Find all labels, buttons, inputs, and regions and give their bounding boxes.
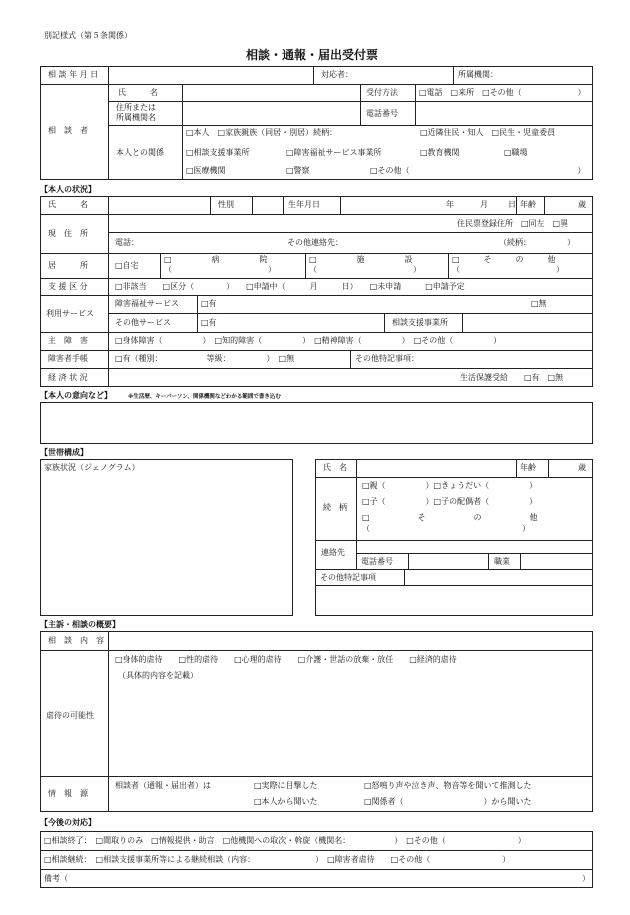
facility-paren: （ ） — [309, 265, 421, 274]
intent-section-title: 【本人の意向など】 — [40, 391, 112, 400]
member-relation-label: 続 柄 — [323, 503, 347, 512]
member-relation-other-paren: （ ） — [362, 524, 530, 533]
consult-date-label: 相 談 年 月 日 — [48, 70, 99, 79]
genogram-box[interactable] — [40, 459, 293, 616]
complaint-section-title: 【主訴・相談の概要】 — [40, 620, 120, 629]
age-label: 年齢 — [520, 200, 536, 209]
info-source-intro: 相談者（通報・届出者）は — [115, 781, 211, 790]
intent-note: ※生活歴、キーパーソン、関係機関などわかる範囲で書き込む — [128, 394, 281, 400]
residence-hospital[interactable]: □ 病 院 — [164, 255, 268, 264]
relation-line1b[interactable]: □近隣住民・知人 □民生・児童委員 — [420, 128, 556, 137]
other-service-have[interactable]: □有 — [201, 318, 217, 327]
content-label: 相 談 内 容 — [48, 636, 104, 645]
disability-options[interactable]: □身体障害（ ） □知的障害（ ） □精神障害（ ） □その他（ ） — [115, 336, 502, 345]
member-relation-other[interactable]: □ そ の 他 — [362, 513, 538, 522]
info-from-person[interactable]: □本人から聞いた — [254, 797, 318, 806]
intent-box[interactable] — [40, 402, 593, 444]
info-heard-sounds[interactable]: □怒鳴り声や泣き声、物音等を聞いて推測した — [364, 781, 532, 790]
age-unit: 歳 — [578, 200, 586, 209]
member-job-label: 職業 — [494, 557, 510, 566]
member-contact-label: 連絡先 — [321, 548, 345, 557]
abuse-detail: （具体的内容を記載） — [118, 671, 198, 680]
registered-address[interactable]: 住民票登録住所 □同左 □異 — [457, 219, 569, 228]
relation-education[interactable]: □教育機関 — [420, 148, 460, 157]
disability-label: 主 障 害 — [48, 336, 88, 345]
genogram-label: 家族状況（ジェノグラム） — [44, 463, 140, 472]
method-options[interactable]: □電話 □来所 □その他（ ） — [419, 88, 586, 97]
person-name-label: 氏 名 — [48, 200, 88, 209]
address-label-2: 所属機関名 — [116, 113, 156, 122]
handbook-options[interactable]: □有（種別： 等級： ） □無 — [115, 354, 295, 363]
welfare-service-have[interactable]: □有 — [201, 299, 217, 308]
remarks-close: ） — [582, 874, 590, 883]
sex-label: 性別 — [218, 200, 234, 209]
consultant-name-label: 氏 名 — [118, 88, 158, 97]
residence-facility[interactable]: □ 施 設 — [309, 255, 413, 264]
economic-label: 経 済 状 況 — [48, 373, 88, 382]
welfare-service-none[interactable]: □無 — [531, 299, 547, 308]
relation-consult-office[interactable]: □相談支援事業所 — [186, 148, 250, 157]
agency-label: 所属機関： — [458, 70, 498, 79]
member-age-label: 年齢 — [520, 463, 536, 472]
remarks-label: 備考（ — [44, 874, 68, 883]
welfare-benefit[interactable]: 生活保護受給 □有 □無 — [460, 373, 564, 382]
other-res-paren: （ ） — [452, 265, 564, 274]
support-options[interactable]: □非該当 □区分（ ） □申請中（ 月 日） □未申請 □申請予定 — [115, 282, 465, 291]
welfare-service-label: 障害福祉サービス — [115, 299, 179, 308]
future-end-line[interactable]: □相談終了： □聞取りのみ □情報提供・助言 □他機関への取次・斡旋（機関名： ） □その他（ ） — [44, 836, 526, 845]
tel-label: 電話： — [115, 238, 139, 247]
member-name-label: 氏 名 — [323, 463, 347, 472]
future-section-title: 【今後の対応】 — [40, 818, 96, 827]
dob-month: 月 — [480, 200, 488, 209]
support-label: 支 援 区 分 — [48, 282, 88, 291]
special-notes-label: その他特記事項： — [355, 354, 419, 363]
support-office-label: 相談支援事業所 — [392, 318, 448, 327]
member-notes-label: その他特記事項 — [320, 573, 376, 582]
residence-label: 居 所 — [48, 261, 88, 270]
residence-home[interactable]: □自宅 — [115, 261, 139, 270]
member-relation-line1[interactable]: □親（ ）□きょうだい（ ） — [362, 481, 538, 490]
other-service-label: その他サービス — [115, 318, 171, 327]
address-label-1: 住所または — [116, 103, 156, 112]
person-section-title: 【本人の状況】 — [40, 185, 96, 194]
address-label: 現 住 所 — [48, 229, 88, 238]
relation-line1[interactable]: □本人 □家族親族（同居・別居）続柄： — [186, 128, 338, 137]
relation-medical[interactable]: □医療機関 — [186, 166, 226, 175]
consultant-phone-label: 電話番号 — [366, 109, 398, 118]
contact-relation: （続柄： ） — [499, 238, 575, 247]
abuse-label: 虐待の可能性 — [46, 711, 94, 720]
relation-workplace[interactable]: □職場 — [504, 148, 528, 157]
relation-label: 本人との関係 — [116, 148, 164, 157]
form-reference: 別記様式（第５条関係） — [44, 31, 132, 40]
member-phone-label: 電話番号 — [361, 557, 393, 566]
service-label: 利用サービス — [46, 309, 94, 318]
responder-label: 対応者： — [321, 70, 353, 79]
other-contact-label: その他連絡先： — [287, 238, 343, 247]
page-title: 相談・通報・届出受付票 — [246, 48, 379, 62]
info-source-label: 情 報 源 — [48, 789, 88, 798]
relation-other[interactable]: □その他（ ） — [370, 166, 586, 175]
handbook-label: 障害者手帳 — [48, 354, 88, 363]
dob-label: 生年月日 — [288, 200, 320, 209]
method-label: 受付方法 — [366, 88, 398, 97]
dob-year: 年 — [446, 200, 454, 209]
household-section-title: 【世帯構成】 — [40, 448, 88, 457]
hospital-paren: （ ） — [164, 265, 276, 274]
consultant-label: 相 談 者 — [48, 126, 88, 135]
abuse-options[interactable]: □身体的虐待 □性的虐待 □心理的虐待 □介護・世話の放棄・放任 □経済的虐待 — [115, 655, 457, 664]
member-age-unit: 歳 — [578, 463, 586, 472]
info-witnessed[interactable]: □実際に目撃した — [254, 781, 318, 790]
dob-day: 日 — [508, 200, 516, 209]
residence-other[interactable]: □ そ の 他 — [452, 255, 556, 264]
info-from-related[interactable]: □関係者（ ）から聞いた — [364, 797, 532, 806]
future-continue-line[interactable]: □相談継続： □相談支援事業所等による継続相談（内容： ） □障害者虐待 □その他（ ） — [44, 855, 511, 864]
relation-police[interactable]: □警察 — [286, 166, 310, 175]
member-relation-line2[interactable]: □子（ ）□子の配偶者（ ） — [362, 497, 538, 506]
relation-welfare-office[interactable]: □障害福祉サービス事業所 — [286, 148, 382, 157]
